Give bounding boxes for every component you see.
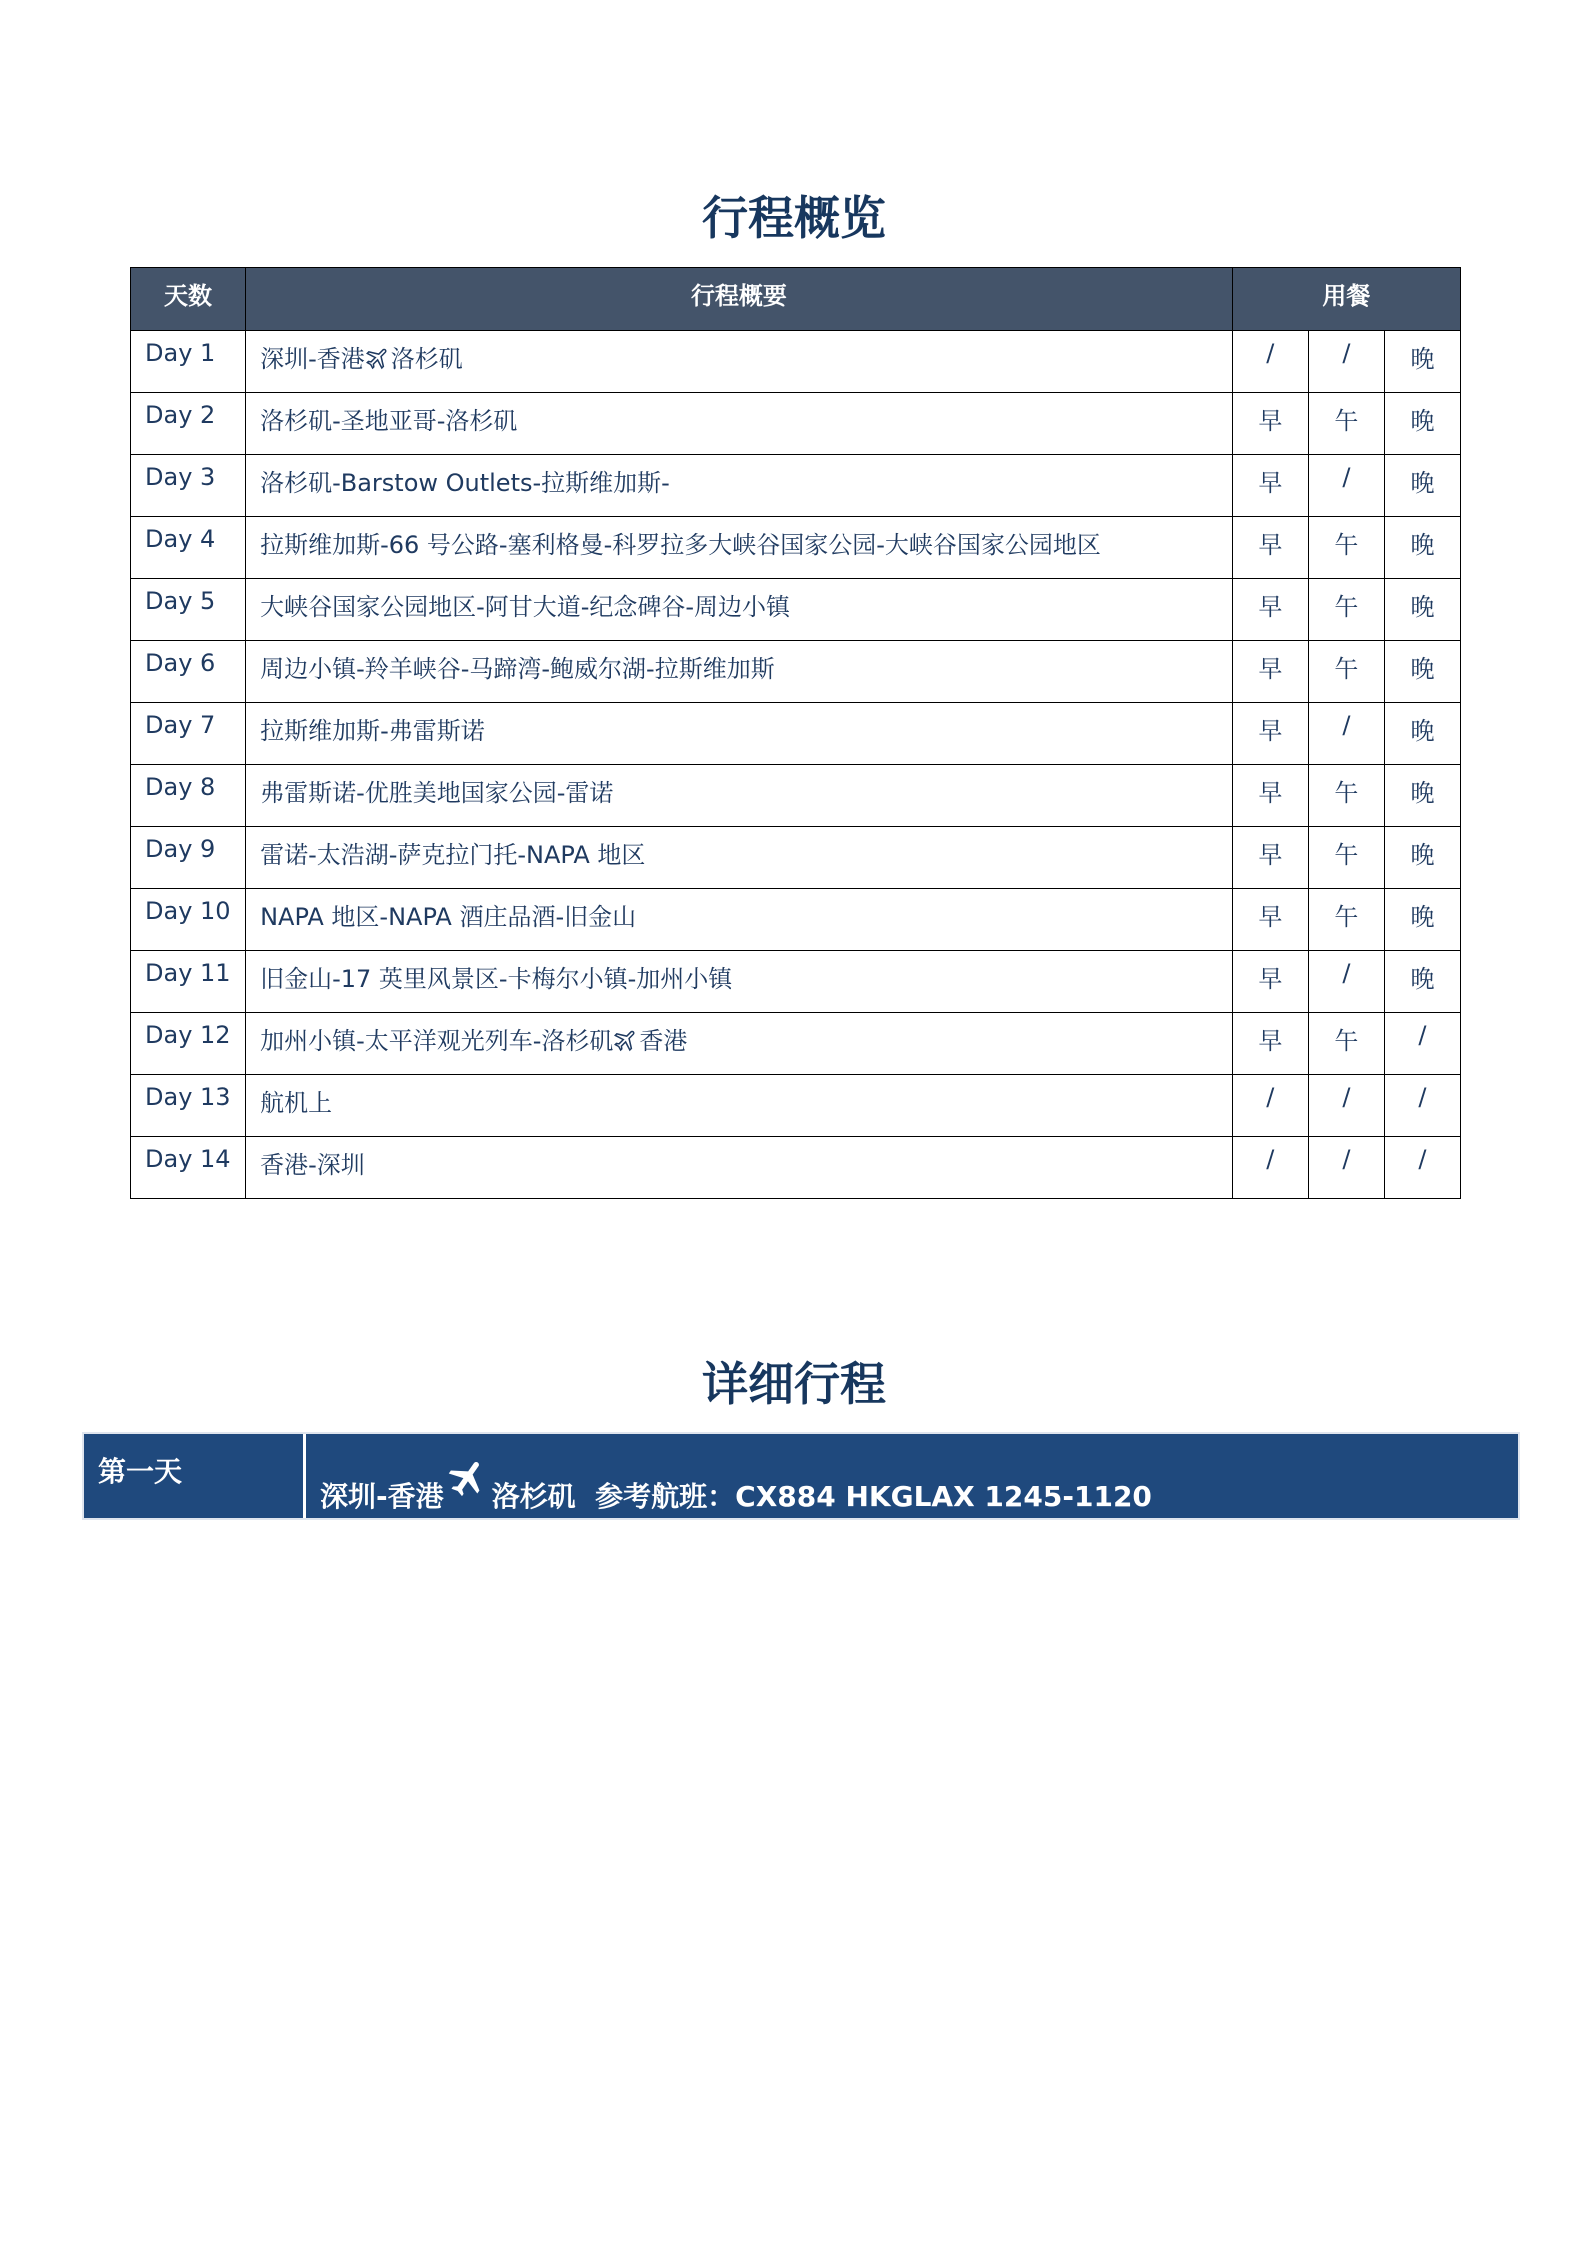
route-text: 旧金山-17 英里风景区-卡梅尔小镇-加州小镇 bbox=[260, 965, 733, 993]
route-cell bbox=[246, 1075, 1233, 1137]
table-row bbox=[131, 517, 1461, 579]
table-row bbox=[131, 1075, 1461, 1137]
table-row bbox=[131, 455, 1461, 517]
route-text: 弗雷斯诺-优胜美地国家公园-雷诺 bbox=[260, 779, 614, 807]
meal-breakfast-cell: 早 bbox=[1232, 455, 1308, 517]
day-cell: Day 1 bbox=[131, 331, 246, 393]
route-text-destination: 香港 bbox=[639, 1027, 688, 1055]
meal-dinner-cell: 晚 bbox=[1384, 765, 1460, 827]
meal-breakfast-cell: 早 bbox=[1232, 1013, 1308, 1075]
route-text: 雷诺-太浩湖-萨克拉门托-NAPA 地区 bbox=[260, 841, 646, 869]
airplane-icon bbox=[365, 345, 391, 377]
route-text: 洛杉矶-圣地亚哥-洛杉矶 bbox=[260, 407, 518, 435]
route-cell bbox=[246, 1013, 1233, 1075]
route-cell bbox=[246, 641, 1233, 703]
meal-breakfast-cell: 早 bbox=[1232, 765, 1308, 827]
day-route-flight bbox=[306, 1434, 1518, 1518]
meal-lunch-cell: / bbox=[1308, 455, 1384, 517]
day-label: 第一天 bbox=[84, 1434, 306, 1518]
meal-lunch-cell: 午 bbox=[1308, 889, 1384, 951]
meal-lunch-cell: / bbox=[1308, 1075, 1384, 1137]
day-cell: Day 13 bbox=[131, 1075, 246, 1137]
meal-lunch-cell: 午 bbox=[1308, 641, 1384, 703]
meal-breakfast-cell: 早 bbox=[1232, 827, 1308, 889]
route-text: 周边小镇-羚羊峡谷-马蹄湾-鲍威尔湖-拉斯维加斯 bbox=[260, 655, 775, 683]
route-text: 深圳-香港 bbox=[260, 345, 365, 373]
meal-breakfast-cell: 早 bbox=[1232, 517, 1308, 579]
day-cell: Day 5 bbox=[131, 579, 246, 641]
route-text: 拉斯维加斯-66 号公路-塞利格曼-科罗拉多大峡谷国家公园-大峡谷国家公园地区 bbox=[260, 531, 1101, 559]
day-cell: Day 7 bbox=[131, 703, 246, 765]
meal-dinner-cell: 晚 bbox=[1384, 641, 1460, 703]
airplane-icon bbox=[613, 1027, 639, 1059]
day-cell: Day 2 bbox=[131, 393, 246, 455]
meal-lunch-cell: 午 bbox=[1308, 517, 1384, 579]
route-cell bbox=[246, 331, 1233, 393]
meal-dinner-cell: 晚 bbox=[1384, 517, 1460, 579]
meal-dinner-cell: / bbox=[1384, 1137, 1460, 1199]
airplane-icon bbox=[446, 1456, 490, 1507]
meal-lunch-cell: / bbox=[1308, 703, 1384, 765]
table-row bbox=[131, 579, 1461, 641]
meal-lunch-cell: / bbox=[1308, 1137, 1384, 1199]
route-cell bbox=[246, 517, 1233, 579]
route-text: 洛杉矶-Barstow Outlets-拉斯维加斯- bbox=[260, 469, 670, 497]
day-cell: Day 11 bbox=[131, 951, 246, 1013]
route-cell bbox=[246, 703, 1233, 765]
table-header-row bbox=[131, 268, 1461, 331]
meal-breakfast-cell: 早 bbox=[1232, 703, 1308, 765]
header-day: 天数 bbox=[131, 268, 246, 331]
route-cell bbox=[246, 455, 1233, 517]
meal-dinner-cell: / bbox=[1384, 1013, 1460, 1075]
table-row bbox=[131, 827, 1461, 889]
meal-dinner-cell: 晚 bbox=[1384, 331, 1460, 393]
route-text: 香港-深圳 bbox=[260, 1151, 365, 1179]
detail-title: 详细行程 bbox=[702, 1357, 886, 1411]
day-cell: Day 9 bbox=[131, 827, 246, 889]
route-cell bbox=[246, 393, 1233, 455]
route-text: NAPA 地区-NAPA 酒庄品酒-旧金山 bbox=[260, 903, 637, 931]
route-to: 洛杉矶 bbox=[491, 1480, 576, 1513]
meal-breakfast-cell: 早 bbox=[1232, 579, 1308, 641]
meal-dinner-cell: 晚 bbox=[1384, 455, 1460, 517]
meal-dinner-cell: 晚 bbox=[1384, 393, 1460, 455]
overview-title: 行程概览 bbox=[702, 191, 886, 245]
table-row bbox=[131, 393, 1461, 455]
day-cell: Day 3 bbox=[131, 455, 246, 517]
route-from: 深圳-香港 bbox=[320, 1480, 444, 1513]
day-cell: Day 12 bbox=[131, 1013, 246, 1075]
meal-breakfast-cell: / bbox=[1232, 331, 1308, 393]
meal-breakfast-cell: 早 bbox=[1232, 889, 1308, 951]
day-cell: Day 10 bbox=[131, 889, 246, 951]
table-row bbox=[131, 1013, 1461, 1075]
route-cell bbox=[246, 951, 1233, 1013]
meal-breakfast-cell: 早 bbox=[1232, 641, 1308, 703]
meal-lunch-cell: / bbox=[1308, 951, 1384, 1013]
meal-breakfast-cell: / bbox=[1232, 1137, 1308, 1199]
itinerary-overview-table bbox=[130, 267, 1461, 1199]
route-cell bbox=[246, 827, 1233, 889]
route-cell bbox=[246, 1137, 1233, 1199]
route-text-destination: 洛杉矶 bbox=[390, 345, 463, 373]
meal-breakfast-cell: 早 bbox=[1232, 393, 1308, 455]
route-text: 大峡谷国家公园地区-阿甘大道-纪念碑谷-周边小镇 bbox=[260, 593, 791, 621]
route-text: 拉斯维加斯-弗雷斯诺 bbox=[260, 717, 485, 745]
table-row bbox=[131, 703, 1461, 765]
meal-dinner-cell: 晚 bbox=[1384, 889, 1460, 951]
day-cell: Day 6 bbox=[131, 641, 246, 703]
meal-dinner-cell: 晚 bbox=[1384, 951, 1460, 1013]
meal-dinner-cell: 晚 bbox=[1384, 703, 1460, 765]
meal-lunch-cell: 午 bbox=[1308, 765, 1384, 827]
route-text: 航机上 bbox=[260, 1089, 333, 1117]
meal-lunch-cell: 午 bbox=[1308, 393, 1384, 455]
meal-breakfast-cell: 早 bbox=[1232, 951, 1308, 1013]
table-row bbox=[131, 889, 1461, 951]
route-cell bbox=[246, 579, 1233, 641]
meal-breakfast-cell: / bbox=[1232, 1075, 1308, 1137]
table-row bbox=[131, 641, 1461, 703]
meal-lunch-cell: 午 bbox=[1308, 827, 1384, 889]
route-cell bbox=[246, 765, 1233, 827]
meal-dinner-cell: / bbox=[1384, 1075, 1460, 1137]
table-row bbox=[131, 765, 1461, 827]
meal-lunch-cell: 午 bbox=[1308, 1013, 1384, 1075]
day-cell: Day 14 bbox=[131, 1137, 246, 1199]
day-cell: Day 8 bbox=[131, 765, 246, 827]
route-text: 加州小镇-太平洋观光列车-洛杉矶 bbox=[260, 1027, 614, 1055]
meal-dinner-cell: 晚 bbox=[1384, 827, 1460, 889]
route-cell bbox=[246, 889, 1233, 951]
flight-info: 参考航班：CX884 HKGLAX 1245-1120 bbox=[595, 1480, 1152, 1513]
day-one-header-bar bbox=[82, 1432, 1520, 1520]
table-row bbox=[131, 331, 1461, 393]
table-row bbox=[131, 1137, 1461, 1199]
meal-dinner-cell: 晚 bbox=[1384, 579, 1460, 641]
meal-lunch-cell: / bbox=[1308, 331, 1384, 393]
meal-lunch-cell: 午 bbox=[1308, 579, 1384, 641]
header-route: 行程概要 bbox=[246, 268, 1233, 331]
header-meals: 用餐 bbox=[1232, 268, 1460, 331]
table-row bbox=[131, 951, 1461, 1013]
day-cell: Day 4 bbox=[131, 517, 246, 579]
